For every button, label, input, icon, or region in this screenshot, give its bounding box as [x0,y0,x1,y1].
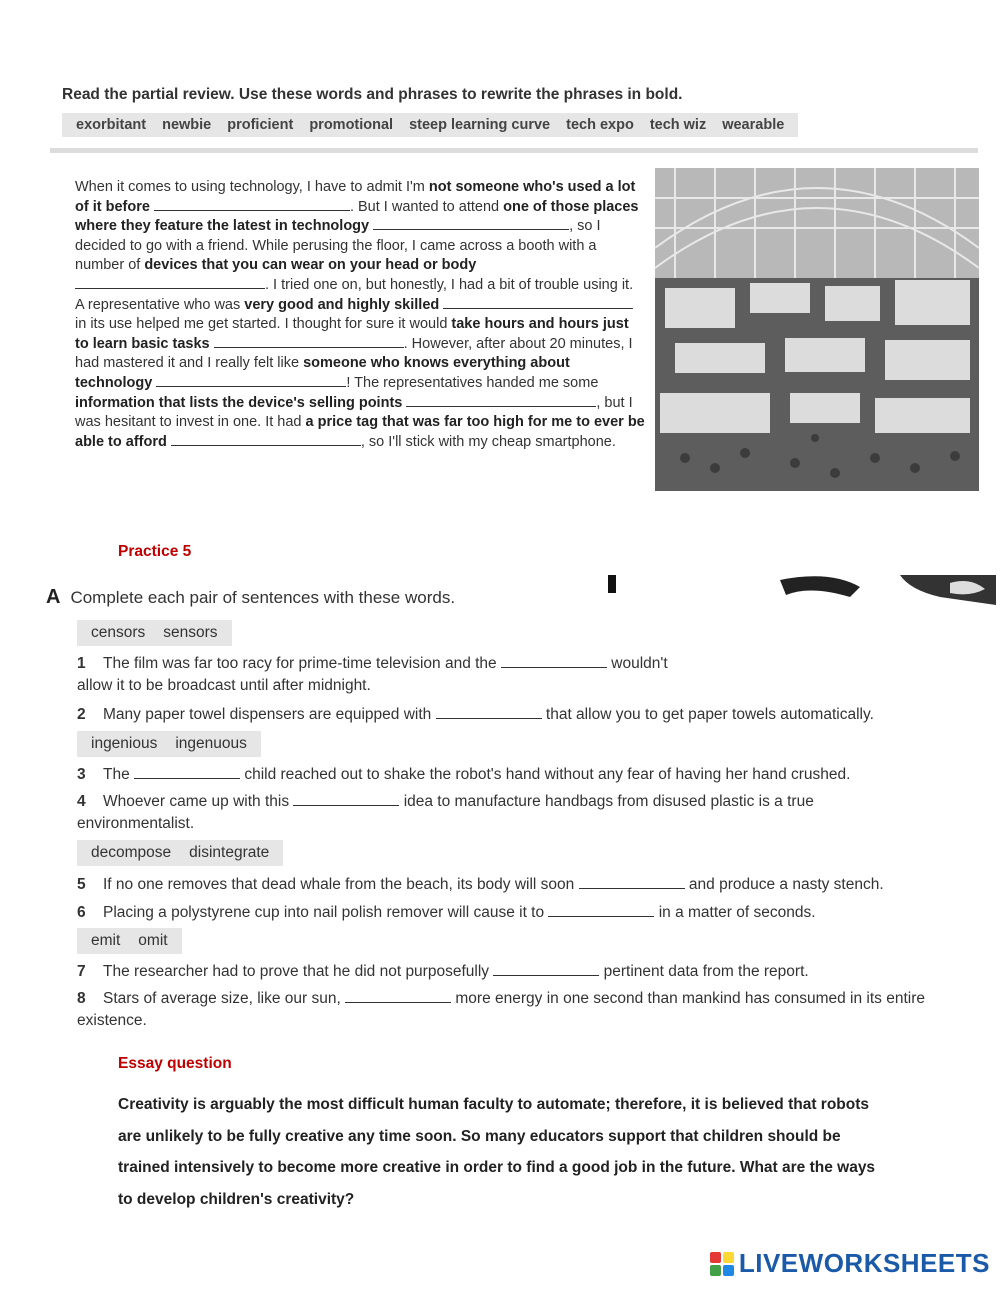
item-text: idea to manufacture handbags from disused plastic is a true environmentalist. [77,793,814,832]
answer-blank-8[interactable] [171,433,361,446]
item-text: If no one removes that dead whale from the beach, its body will soon [103,876,579,893]
bold-phrase: information that lists the device's selling points [75,394,403,411]
word-bank-item: tech expo [566,117,634,133]
practice-heading: Practice 5 [118,543,192,560]
bold-phrase: one of those places where they feature the latest in technology [75,198,639,235]
answer-blank-6[interactable] [156,374,346,387]
word-pair-item: ingenious [91,735,158,752]
exercise-item [77,988,977,1032]
word-pair-item: decompose [91,844,172,861]
review-instruction: Read the partial review. Use these words and phrases to rewrite the phrases in bold. [62,86,683,103]
item-text: child reached out to shake the robot's hand without any fear of having her hand crushed. [240,766,851,783]
item-number: 3 [77,766,86,783]
item-text: Many paper towel dispensers are equipped with [103,706,436,723]
bold-phrase: devices that you can wear on your head or body [144,257,477,274]
section-a-title [46,586,455,609]
word-pair-item: omit [138,932,168,949]
item-number: 7 [77,963,86,980]
review-text: , so I decided to go with a friend. While perusing the floor, I came across a booth with a number of [75,218,601,274]
word-pair-item: censors [91,624,146,641]
exercise-item [77,902,992,924]
word-pair-box [77,928,182,954]
exercise-item [77,961,992,983]
word-bank-item: promotional [309,117,394,133]
exercise-item [77,791,917,835]
tech-expo-illustration [655,168,979,491]
answer-blank-5[interactable] [214,335,404,348]
essay-heading: Essay question [118,1055,232,1072]
item-text: Whoever came up with this [103,793,294,810]
word-bank-item: tech wiz [649,117,707,133]
item-text: Stars of average size, like our sun, [103,990,346,1007]
item-text: more energy in one second than mankind has consumed in its entire existence. [77,990,925,1029]
divider [50,148,978,153]
exercise-item [77,874,992,896]
item-text: and produce a nasty stench. [684,876,884,893]
word-pair-item: sensors [163,624,218,641]
word-pair-box [77,620,232,646]
review-text: . But I wanted to attend [349,198,504,215]
decorative-photo-fragment [600,575,996,605]
answer-blank-2[interactable] [373,217,569,230]
word-bank-item: steep learning curve [409,117,551,133]
item-blank[interactable] [501,655,607,668]
word-bank-item: wearable [722,117,785,133]
item-blank[interactable] [579,876,685,889]
section-letter: A [46,586,61,608]
item-number: 6 [77,904,86,921]
section-instruction: Complete each pair of sentences with these words. [70,588,456,607]
item-text: Placing a polystyrene cup into nail polish remover will cause it to [103,904,549,921]
item-text: The [103,766,135,783]
review-text: in its use helped me get started. I thought for sure it would [75,316,452,333]
item-blank[interactable] [436,706,542,719]
word-pair-item: ingenuous [175,735,247,752]
item-number: 2 [77,706,86,723]
exercise-item [77,764,992,786]
word-pair-item: emit [91,932,121,949]
item-number: 1 [77,655,86,672]
word-bank-item: proficient [227,117,294,133]
word-pair-item: disintegrate [189,844,270,861]
item-blank[interactable] [293,793,399,806]
item-number: 8 [77,990,86,1007]
item-text: The film was far too racy for prime-time television and the [103,655,501,672]
answer-blank-4[interactable] [443,296,633,309]
review-text: , so I'll stick with my cheap smartphone. [360,433,616,450]
item-number: 4 [77,793,86,810]
word-bank-item: newbie [162,117,212,133]
review-text: , but I was hesitant to invest in one. It had [75,394,633,431]
item-text: pertinent data from the report. [599,963,809,980]
exercise-item [77,704,992,726]
answer-blank-1[interactable] [154,198,350,211]
item-blank[interactable] [493,963,599,976]
bold-phrase: take hours and hours just to learn basic tasks [75,316,629,352]
word-pair-box [77,840,283,866]
review-paragraph [75,178,645,452]
answer-blank-7[interactable] [406,394,596,407]
bold-phrase: very good and highly skilled [244,296,440,313]
bold-phrase: someone who knows everything about technology [75,355,570,391]
item-blank[interactable] [134,766,240,779]
word-bank [62,113,798,137]
item-text: that allow you to get paper towels automatically. [541,706,874,723]
item-text: The researcher had to prove that he did not purposefully [103,963,494,980]
tech-expo-photo [655,168,979,491]
liveworksheets-logo [709,1248,990,1279]
logo-icon [709,1251,735,1277]
item-number: 5 [77,876,86,893]
item-blank[interactable] [345,990,451,1003]
exercise-item [77,653,697,697]
review-text: ! The representatives handed me some [346,374,599,391]
bold-phrase: a price tag that was far too high for me to ever be able to afford [75,414,645,450]
review-text: When it comes to using technology, I have to admit I'm [75,179,429,195]
item-blank[interactable] [548,904,654,917]
item-text: wouldn't allow it to be broadcast until after midnight. [77,655,668,694]
bold-phrase: not someone who's used a lot of it before [75,179,636,215]
item-text: in a matter of seconds. [654,904,816,921]
logo-text: LIVEWORKSHEETS [738,1248,990,1278]
review-text: . I tried one on, but honestly, I had a bit of trouble using it. A representative who was [75,276,634,313]
review-text: . However, after about 20 minutes, I had mastered it and I really felt like [75,335,633,372]
word-bank-item: exorbitant [76,117,147,133]
word-pair-box [77,731,261,757]
answer-blank-3[interactable] [75,276,265,289]
essay-question-text: Creativity is arguably the most difficult human faculty to automate; therefore, it is believed that robots are unlikely to be fully creative any time soon. So many educators support that children should be trained intensively to become more creative in order to find a good job in the future. What are the ways to develop children's creativity? [118,1096,876,1208]
